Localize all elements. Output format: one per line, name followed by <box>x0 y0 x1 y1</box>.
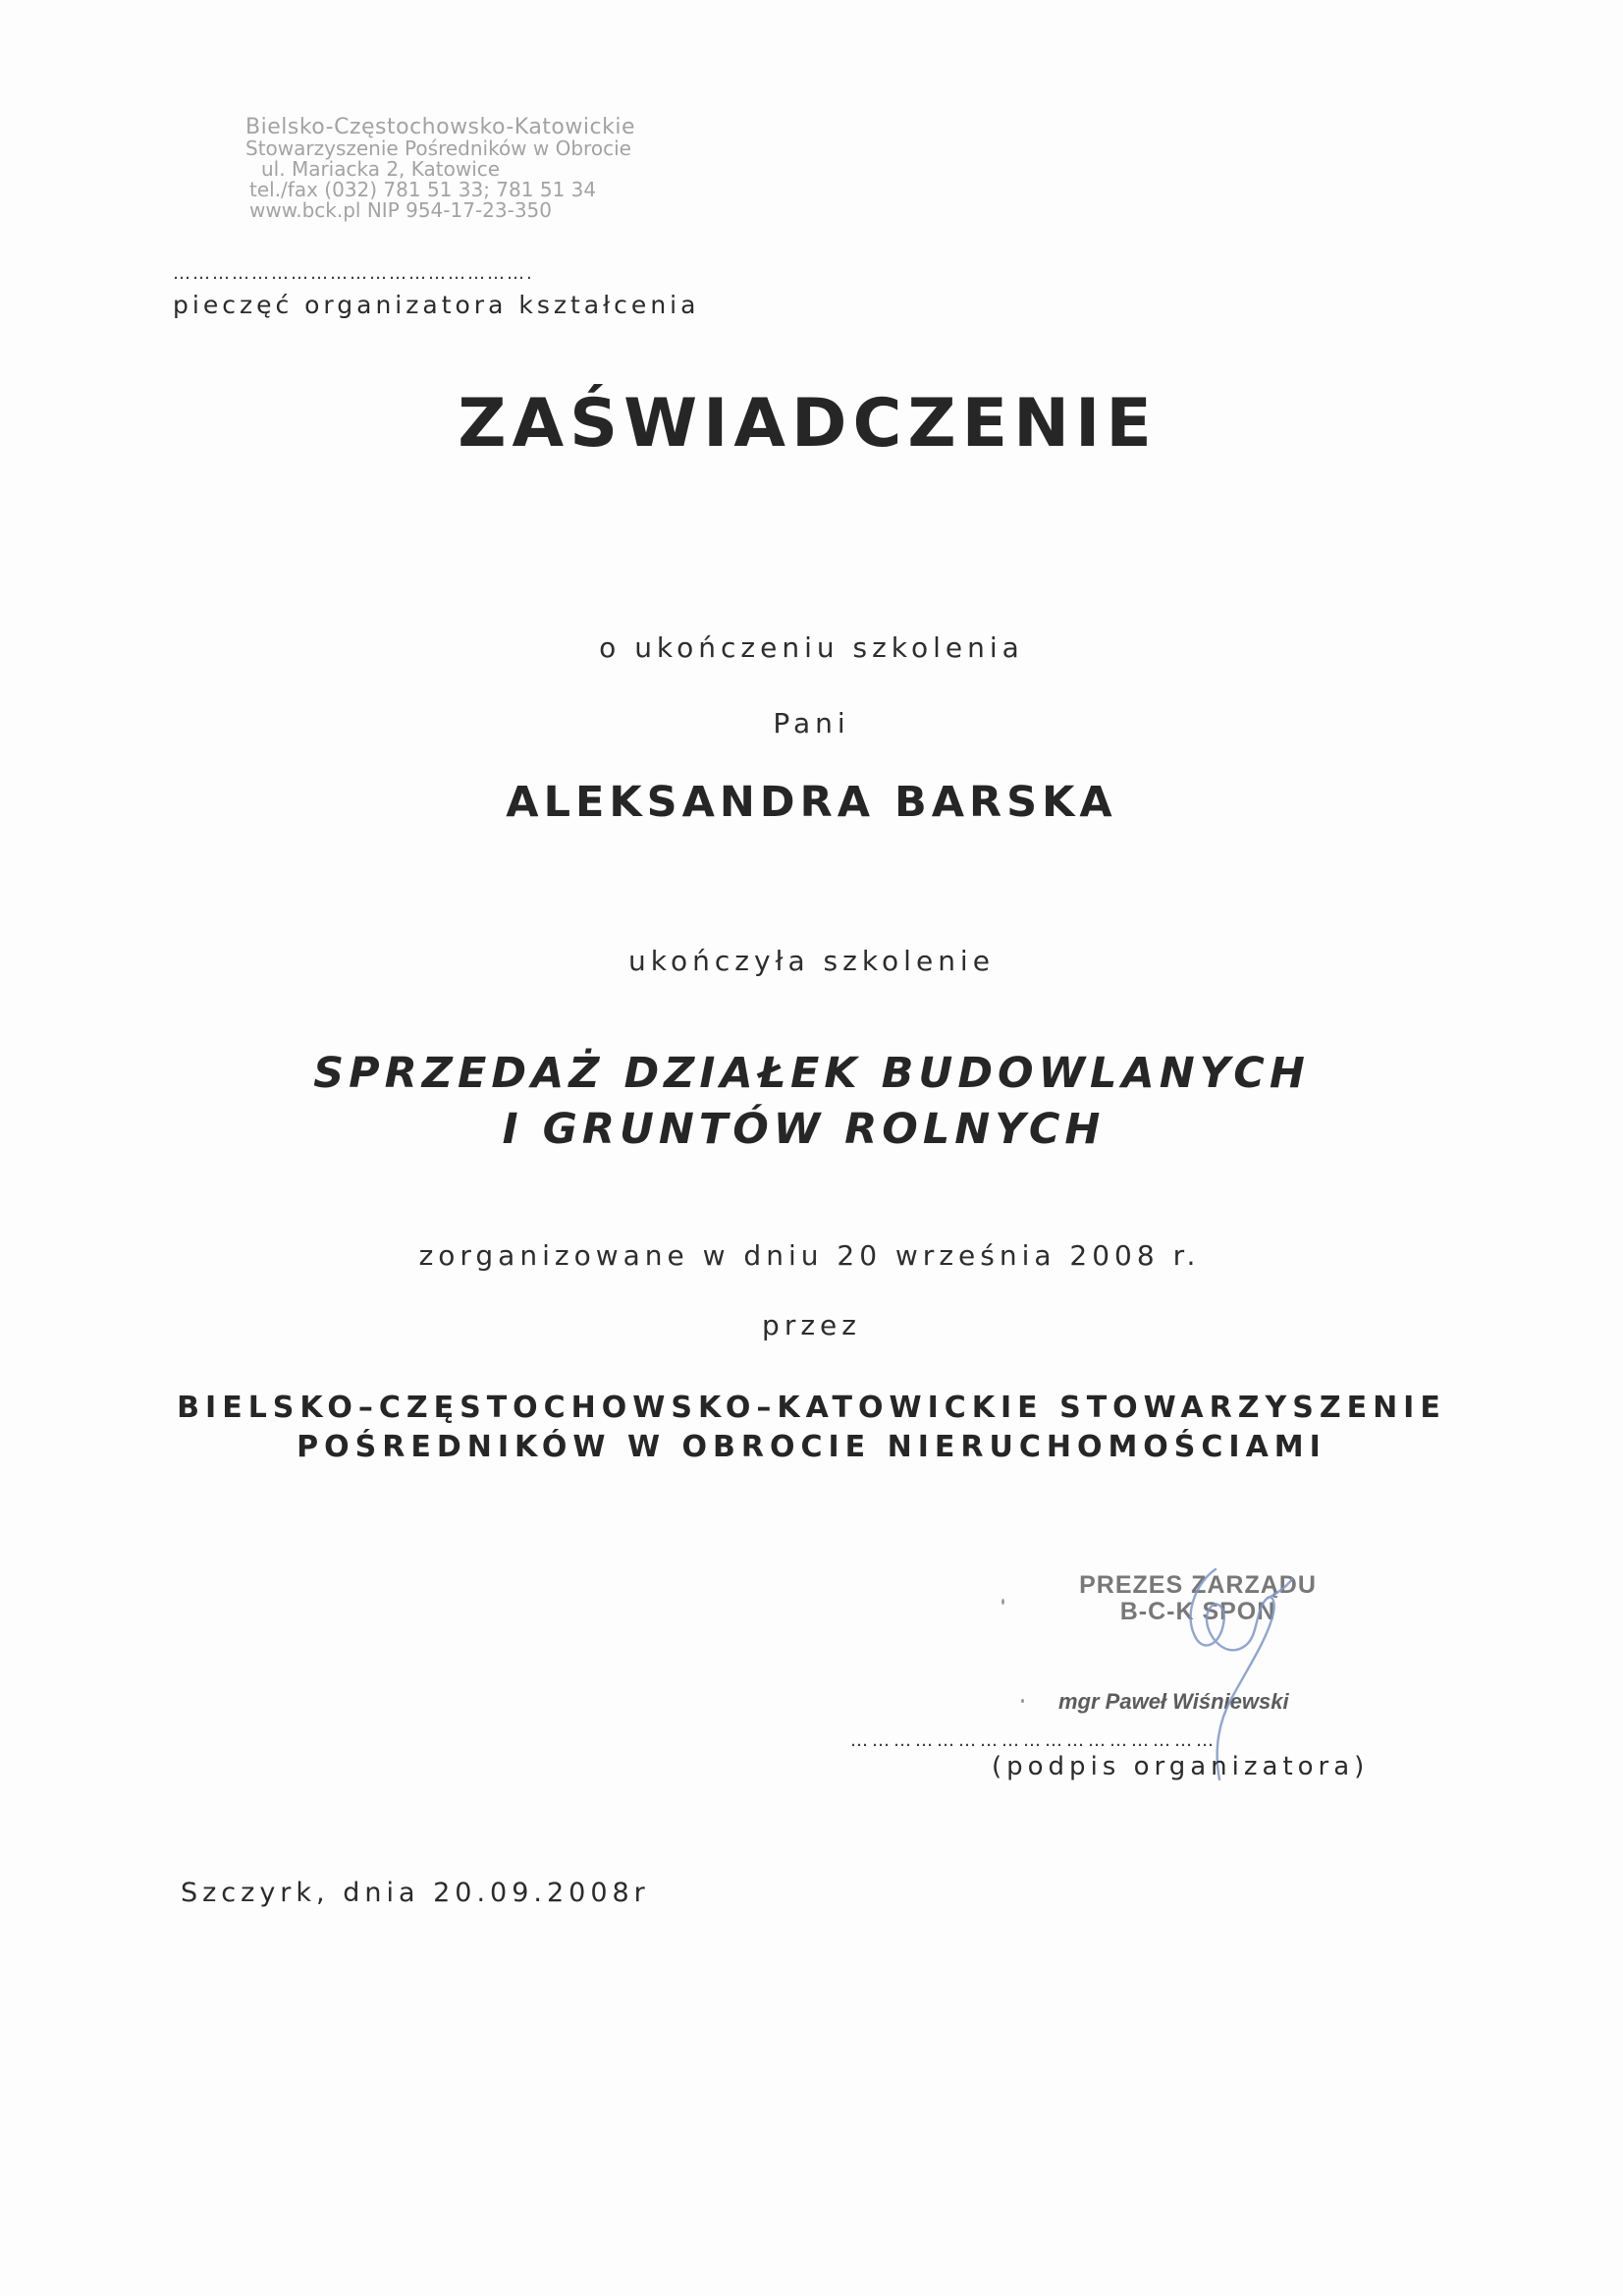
organizer-name-line-1: BIELSKO–CZĘSTOCHOWSKO–KATOWICKIE STOWARZYSZENIE <box>177 1391 1446 1425</box>
scan-speck <box>1021 1699 1024 1703</box>
stamp-line-6: www.bck.pl NIP 954-17-23-350 <box>249 198 553 223</box>
stamp-dotted-line: ………………………………………………. <box>173 263 534 284</box>
president-stamp-line-1: PREZES ZARZĄDU <box>1079 1571 1317 1599</box>
organizer-stamp <box>236 115 635 223</box>
course-title-line-1: SPRZEDAŻ DZIAŁEK BUDOWLANYCH <box>313 1049 1310 1098</box>
signature-dotted-line: …………………………………………… <box>850 1730 1217 1751</box>
place-and-date: Szczyrk, dnia 20.09.2008r <box>181 1878 650 1908</box>
stamp-line-2: Stowarzyszenie Pośredników w Obrocie <box>245 137 631 161</box>
salutation: Pani <box>773 707 850 739</box>
completed-text: ukończyła szkolenie <box>628 945 995 977</box>
stamp-caption: pieczęć organizatora kształcenia <box>173 291 700 319</box>
president-stamp-line-2: B-C-K SPON <box>1119 1598 1276 1625</box>
by-text: przez <box>762 1309 861 1341</box>
scan-speck <box>1001 1599 1004 1605</box>
course-title-line-2: I GRUNTÓW ROLNYCH <box>502 1105 1106 1154</box>
stamp-line-4: ul. Mariacka 2, Katowice <box>261 157 501 182</box>
signer-name: mgr Paweł Wiśniewski <box>1058 1689 1289 1714</box>
document-subtitle: o ukończeniu szkolenia <box>599 631 1024 664</box>
document-title: ZAŚWIADCZENIE <box>458 385 1158 463</box>
stamp-line-5: tel./fax (032) 781 51 33; 781 51 34 <box>249 178 597 202</box>
recipient-name: ALEKSANDRA BARSKA <box>506 778 1117 827</box>
organized-date: zorganizowane w dniu 20 września 2008 r. <box>418 1239 1201 1272</box>
stamp-line-1: Bielsko-Częstochowsko-Katowickie <box>245 115 635 139</box>
organizer-name-line-2: POŚREDNIKÓW W OBROCIE NIERUCHOMOŚCIAMI <box>297 1430 1326 1464</box>
signature-caption: (podpis organizatora) <box>992 1752 1370 1781</box>
